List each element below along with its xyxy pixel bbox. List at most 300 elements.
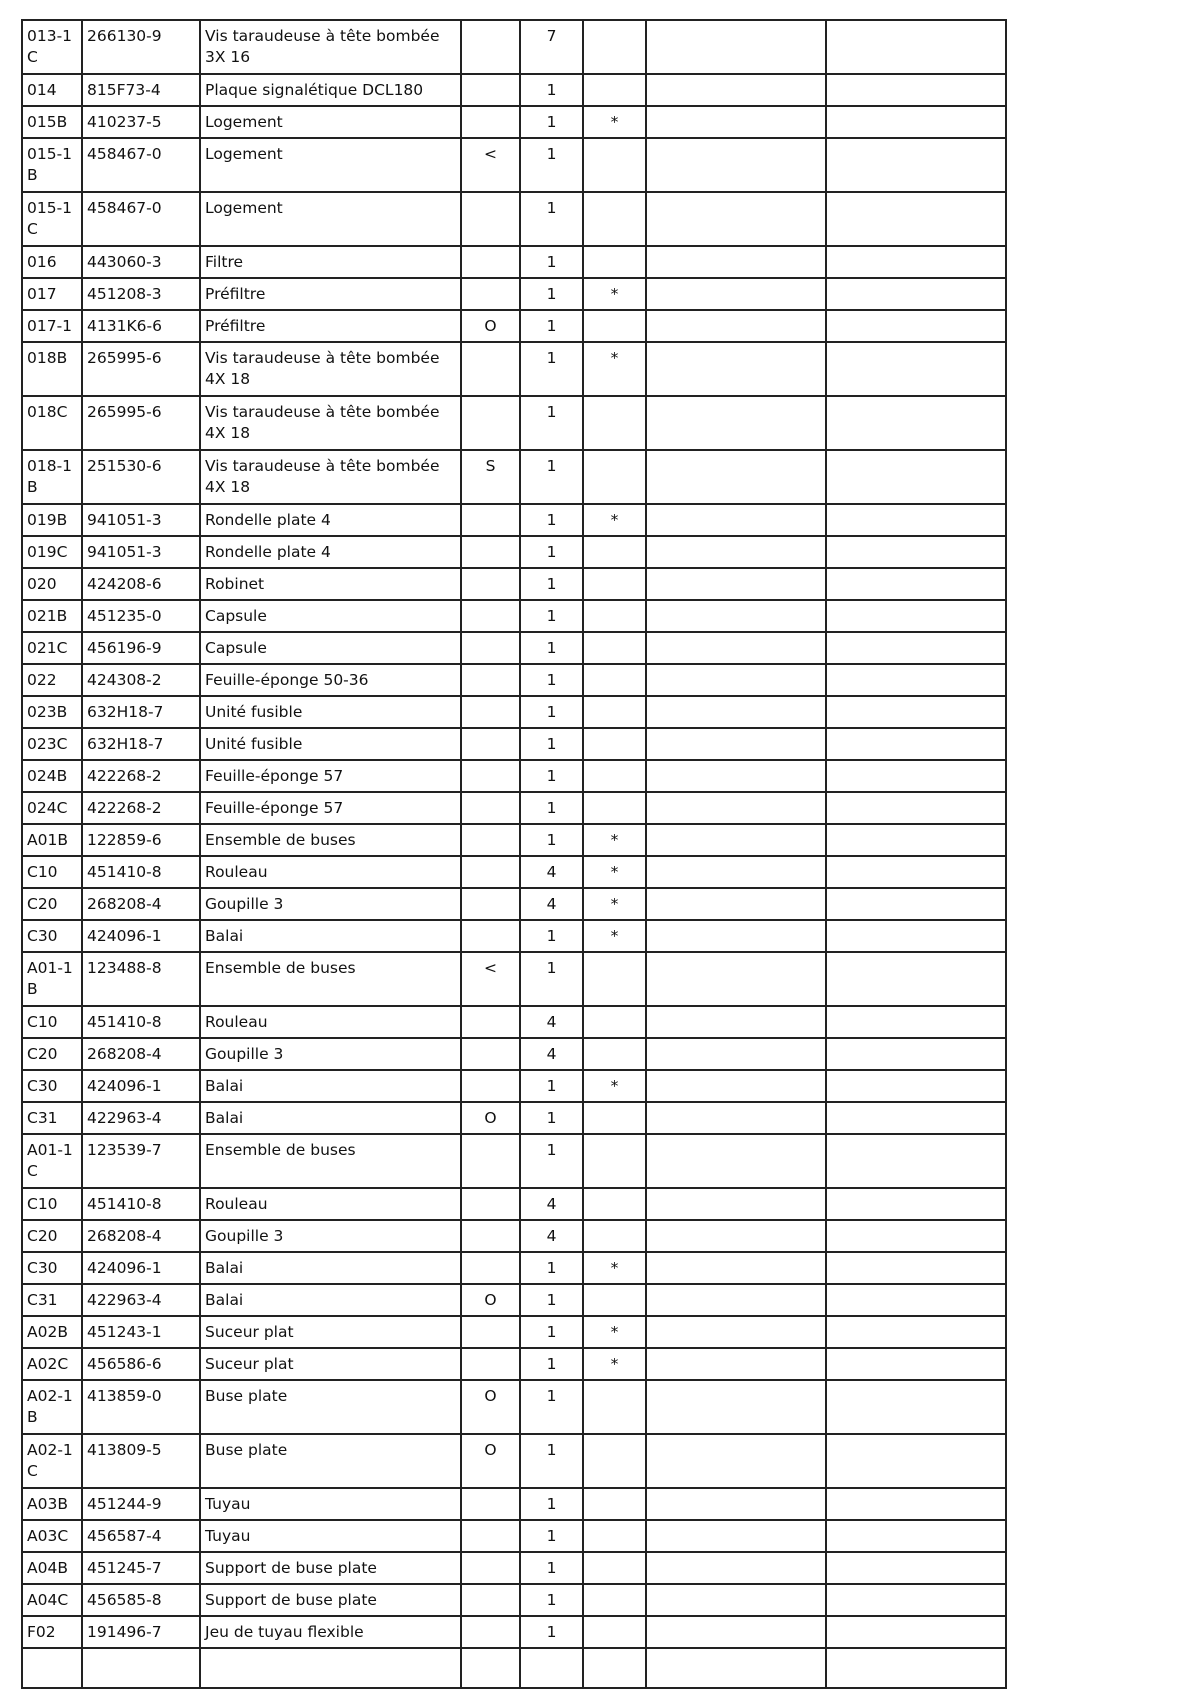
part-code-cell: 123539-7 — [82, 1134, 200, 1188]
marker-cell — [583, 1380, 646, 1434]
part-code-cell: 458467-0 — [82, 138, 200, 192]
table-row — [22, 396, 1006, 450]
table-row — [22, 278, 1006, 310]
quantity-cell: 1 — [520, 504, 583, 536]
description-cell: Suceur plat — [200, 1348, 461, 1380]
blank-column-cell-1 — [646, 1284, 826, 1316]
marker-cell: * — [583, 1070, 646, 1102]
blank-column-cell-1 — [646, 1006, 826, 1038]
blank-column-cell-2 — [826, 1616, 1006, 1648]
table-row — [22, 1648, 1006, 1688]
table-row — [22, 664, 1006, 696]
part-code-cell: 413859-0 — [82, 1380, 200, 1434]
blank-column-cell-2 — [826, 856, 1006, 888]
note-cell: O — [461, 1434, 520, 1488]
item-number-cell: 018B — [22, 342, 82, 396]
table-row — [22, 342, 1006, 396]
quantity-cell: 1 — [520, 1070, 583, 1102]
table-row — [22, 600, 1006, 632]
note-cell — [461, 106, 520, 138]
marker-cell — [583, 1220, 646, 1252]
marker-cell — [583, 1134, 646, 1188]
part-code-cell: 265995-6 — [82, 342, 200, 396]
note-cell — [461, 1316, 520, 1348]
part-code-cell: 456196-9 — [82, 632, 200, 664]
part-code-cell: 458467-0 — [82, 192, 200, 246]
note-cell — [461, 920, 520, 952]
description-cell: Unité fusible — [200, 696, 461, 728]
part-code-cell: 815F73-4 — [82, 74, 200, 106]
part-code-cell: 941051-3 — [82, 536, 200, 568]
blank-column-cell-2 — [826, 728, 1006, 760]
quantity-cell: 4 — [520, 1220, 583, 1252]
quantity-cell: 4 — [520, 1038, 583, 1070]
blank-column-cell-1 — [646, 568, 826, 600]
part-code-cell: 424096-1 — [82, 920, 200, 952]
table-row — [22, 728, 1006, 760]
part-code-cell: 456585-8 — [82, 1584, 200, 1616]
part-code-cell: 443060-3 — [82, 246, 200, 278]
item-number-cell: C20 — [22, 888, 82, 920]
marker-cell — [583, 696, 646, 728]
quantity-cell: 1 — [520, 760, 583, 792]
parts-table — [21, 19, 1007, 1689]
quantity-cell: 1 — [520, 1134, 583, 1188]
blank-column-cell-2 — [826, 1252, 1006, 1284]
table-row — [22, 74, 1006, 106]
description-cell: Balai — [200, 920, 461, 952]
quantity-cell: 1 — [520, 792, 583, 824]
note-cell — [461, 1616, 520, 1648]
blank-column-cell-1 — [646, 504, 826, 536]
quantity-cell: 1 — [520, 1102, 583, 1134]
blank-column-cell-1 — [646, 278, 826, 310]
part-code-cell: 122859-6 — [82, 824, 200, 856]
blank-column-cell-2 — [826, 952, 1006, 1006]
item-number-cell: C20 — [22, 1038, 82, 1070]
description-cell: Balai — [200, 1284, 461, 1316]
marker-cell: * — [583, 106, 646, 138]
quantity-cell: 1 — [520, 536, 583, 568]
parts-table-body — [22, 20, 1006, 1688]
part-code-cell — [82, 1648, 200, 1688]
description-cell: Vis taraudeuse à tête bombée 4X 18 — [200, 342, 461, 396]
part-code-cell: 424208-6 — [82, 568, 200, 600]
table-row — [22, 504, 1006, 536]
quantity-cell: 1 — [520, 568, 583, 600]
part-code-cell: 451244-9 — [82, 1488, 200, 1520]
item-number-cell: 018-1 B — [22, 450, 82, 504]
blank-column-cell-1 — [646, 1070, 826, 1102]
marker-cell — [583, 450, 646, 504]
blank-column-cell-1 — [646, 1520, 826, 1552]
item-number-cell: A02C — [22, 1348, 82, 1380]
note-cell — [461, 696, 520, 728]
note-cell — [461, 568, 520, 600]
quantity-cell — [520, 1648, 583, 1688]
blank-column-cell-2 — [826, 1284, 1006, 1316]
quantity-cell: 1 — [520, 1584, 583, 1616]
marker-cell: * — [583, 342, 646, 396]
description-cell: Vis taraudeuse à tête bombée 4X 18 — [200, 450, 461, 504]
part-code-cell: 632H18-7 — [82, 728, 200, 760]
part-code-cell: 424308-2 — [82, 664, 200, 696]
part-code-cell: 632H18-7 — [82, 696, 200, 728]
blank-column-cell-2 — [826, 138, 1006, 192]
marker-cell — [583, 138, 646, 192]
item-number-cell: 016 — [22, 246, 82, 278]
quantity-cell: 7 — [520, 20, 583, 74]
item-number-cell: A01B — [22, 824, 82, 856]
blank-column-cell-2 — [826, 1584, 1006, 1616]
item-number-cell: C10 — [22, 1006, 82, 1038]
blank-column-cell-2 — [826, 278, 1006, 310]
description-cell: Goupille 3 — [200, 888, 461, 920]
quantity-cell: 1 — [520, 696, 583, 728]
marker-cell — [583, 1038, 646, 1070]
part-code-cell: 4131K6-6 — [82, 310, 200, 342]
blank-column-cell-1 — [646, 1434, 826, 1488]
quantity-cell: 1 — [520, 192, 583, 246]
item-number-cell: 020 — [22, 568, 82, 600]
part-code-cell: 191496-7 — [82, 1616, 200, 1648]
part-code-cell: 451235-0 — [82, 600, 200, 632]
blank-column-cell-1 — [646, 856, 826, 888]
blank-column-cell-1 — [646, 696, 826, 728]
part-code-cell: 941051-3 — [82, 504, 200, 536]
quantity-cell: 4 — [520, 856, 583, 888]
blank-column-cell-1 — [646, 920, 826, 952]
marker-cell — [583, 1584, 646, 1616]
table-row — [22, 1380, 1006, 1434]
note-cell: O — [461, 1102, 520, 1134]
item-number-cell: 022 — [22, 664, 82, 696]
quantity-cell: 1 — [520, 1252, 583, 1284]
blank-column-cell-2 — [826, 600, 1006, 632]
blank-column-cell-1 — [646, 1552, 826, 1584]
quantity-cell: 1 — [520, 138, 583, 192]
blank-column-cell-2 — [826, 1188, 1006, 1220]
item-number-cell: A01-1 C — [22, 1134, 82, 1188]
item-number-cell — [22, 1648, 82, 1688]
blank-column-cell-2 — [826, 632, 1006, 664]
quantity-cell: 1 — [520, 664, 583, 696]
quantity-cell: 1 — [520, 342, 583, 396]
blank-column-cell-2 — [826, 504, 1006, 536]
item-number-cell: A04B — [22, 1552, 82, 1584]
description-cell: Support de buse plate — [200, 1584, 461, 1616]
marker-cell — [583, 310, 646, 342]
blank-column-cell-2 — [826, 20, 1006, 74]
quantity-cell: 1 — [520, 920, 583, 952]
description-cell: Ensemble de buses — [200, 824, 461, 856]
part-code-cell: 456587-4 — [82, 1520, 200, 1552]
part-code-cell: 451410-8 — [82, 856, 200, 888]
table-row — [22, 246, 1006, 278]
table-row — [22, 138, 1006, 192]
blank-column-cell-2 — [826, 1070, 1006, 1102]
description-cell: Vis taraudeuse à tête bombée 4X 18 — [200, 396, 461, 450]
item-number-cell: C30 — [22, 1070, 82, 1102]
item-number-cell: 017-1 — [22, 310, 82, 342]
blank-column-cell-1 — [646, 74, 826, 106]
marker-cell — [583, 1552, 646, 1584]
note-cell — [461, 664, 520, 696]
quantity-cell: 1 — [520, 1552, 583, 1584]
marker-cell — [583, 1648, 646, 1688]
marker-cell — [583, 1488, 646, 1520]
quantity-cell: 1 — [520, 310, 583, 342]
description-cell: Vis taraudeuse à tête bombée 3X 16 — [200, 20, 461, 74]
description-cell: Préfiltre — [200, 278, 461, 310]
part-code-cell: 268208-4 — [82, 1038, 200, 1070]
table-row — [22, 1220, 1006, 1252]
item-number-cell: A04C — [22, 1584, 82, 1616]
blank-column-cell-1 — [646, 450, 826, 504]
note-cell — [461, 1220, 520, 1252]
part-code-cell: 424096-1 — [82, 1252, 200, 1284]
blank-column-cell-1 — [646, 760, 826, 792]
marker-cell — [583, 1188, 646, 1220]
item-number-cell: A03B — [22, 1488, 82, 1520]
blank-column-cell-2 — [826, 450, 1006, 504]
blank-column-cell-1 — [646, 824, 826, 856]
quantity-cell: 1 — [520, 1380, 583, 1434]
blank-column-cell-1 — [646, 1102, 826, 1134]
description-cell: Rouleau — [200, 1006, 461, 1038]
description-cell: Goupille 3 — [200, 1220, 461, 1252]
blank-column-cell-2 — [826, 1102, 1006, 1134]
marker-cell — [583, 952, 646, 1006]
marker-cell — [583, 1006, 646, 1038]
quantity-cell: 4 — [520, 1188, 583, 1220]
description-cell: Jeu de tuyau flexible — [200, 1616, 461, 1648]
table-row — [22, 536, 1006, 568]
item-number-cell: 023C — [22, 728, 82, 760]
part-code-cell: 451245-7 — [82, 1552, 200, 1584]
marker-cell — [583, 568, 646, 600]
quantity-cell: 1 — [520, 1616, 583, 1648]
item-number-cell: A02-1 B — [22, 1380, 82, 1434]
note-cell — [461, 1348, 520, 1380]
description-cell: Ensemble de buses — [200, 952, 461, 1006]
part-code-cell: 251530-6 — [82, 450, 200, 504]
blank-column-cell-2 — [826, 1038, 1006, 1070]
blank-column-cell-2 — [826, 106, 1006, 138]
blank-column-cell-1 — [646, 600, 826, 632]
blank-column-cell-1 — [646, 138, 826, 192]
table-row — [22, 1188, 1006, 1220]
description-cell: Buse plate — [200, 1434, 461, 1488]
quantity-cell: 1 — [520, 1316, 583, 1348]
table-row — [22, 192, 1006, 246]
blank-column-cell-2 — [826, 74, 1006, 106]
note-cell — [461, 1552, 520, 1584]
description-cell: Buse plate — [200, 1380, 461, 1434]
blank-column-cell-2 — [826, 536, 1006, 568]
blank-column-cell-2 — [826, 920, 1006, 952]
item-number-cell: C31 — [22, 1102, 82, 1134]
note-cell — [461, 74, 520, 106]
description-cell: Feuille-éponge 57 — [200, 760, 461, 792]
blank-column-cell-2 — [826, 824, 1006, 856]
part-code-cell: 268208-4 — [82, 888, 200, 920]
blank-column-cell-1 — [646, 792, 826, 824]
item-number-cell: 019B — [22, 504, 82, 536]
marker-cell — [583, 246, 646, 278]
quantity-cell: 1 — [520, 632, 583, 664]
table-row — [22, 1284, 1006, 1316]
description-cell: Support de buse plate — [200, 1552, 461, 1584]
part-code-cell: 123488-8 — [82, 952, 200, 1006]
blank-column-cell-1 — [646, 20, 826, 74]
blank-column-cell-1 — [646, 342, 826, 396]
part-code-cell: 422268-2 — [82, 792, 200, 824]
table-row — [22, 1070, 1006, 1102]
marker-cell — [583, 600, 646, 632]
note-cell — [461, 1252, 520, 1284]
blank-column-cell-1 — [646, 1348, 826, 1380]
quantity-cell: 1 — [520, 1434, 583, 1488]
blank-column-cell-1 — [646, 664, 826, 696]
note-cell: O — [461, 1380, 520, 1434]
note-cell — [461, 600, 520, 632]
item-number-cell: 017 — [22, 278, 82, 310]
marker-cell: * — [583, 278, 646, 310]
marker-cell — [583, 664, 646, 696]
blank-column-cell-1 — [646, 952, 826, 1006]
marker-cell — [583, 396, 646, 450]
table-row — [22, 952, 1006, 1006]
note-cell: O — [461, 1284, 520, 1316]
table-row — [22, 632, 1006, 664]
table-row — [22, 1520, 1006, 1552]
note-cell — [461, 342, 520, 396]
quantity-cell: 1 — [520, 952, 583, 1006]
item-number-cell: 023B — [22, 696, 82, 728]
blank-column-cell-1 — [646, 1252, 826, 1284]
item-number-cell: 024B — [22, 760, 82, 792]
blank-column-cell-1 — [646, 1038, 826, 1070]
marker-cell — [583, 1284, 646, 1316]
table-row — [22, 1584, 1006, 1616]
note-cell — [461, 1648, 520, 1688]
description-cell: Ensemble de buses — [200, 1134, 461, 1188]
description-cell: Robinet — [200, 568, 461, 600]
blank-column-cell-2 — [826, 246, 1006, 278]
marker-cell — [583, 192, 646, 246]
note-cell — [461, 632, 520, 664]
note-cell — [461, 20, 520, 74]
note-cell — [461, 278, 520, 310]
note-cell — [461, 536, 520, 568]
table-row — [22, 696, 1006, 728]
marker-cell — [583, 536, 646, 568]
item-number-cell: C10 — [22, 856, 82, 888]
item-number-cell: 014 — [22, 74, 82, 106]
item-number-cell: 019C — [22, 536, 82, 568]
description-cell: Rondelle plate 4 — [200, 536, 461, 568]
blank-column-cell-2 — [826, 192, 1006, 246]
marker-cell: * — [583, 1316, 646, 1348]
table-row — [22, 792, 1006, 824]
part-code-cell: 266130-9 — [82, 20, 200, 74]
table-row — [22, 310, 1006, 342]
note-cell — [461, 246, 520, 278]
blank-column-cell-1 — [646, 246, 826, 278]
marker-cell: * — [583, 920, 646, 952]
item-number-cell: 015-1 C — [22, 192, 82, 246]
description-cell: Balai — [200, 1102, 461, 1134]
blank-column-cell-1 — [646, 396, 826, 450]
table-row — [22, 920, 1006, 952]
description-cell: Balai — [200, 1252, 461, 1284]
note-cell — [461, 856, 520, 888]
table-row — [22, 856, 1006, 888]
note-cell — [461, 396, 520, 450]
table-row — [22, 568, 1006, 600]
quantity-cell: 1 — [520, 600, 583, 632]
note-cell — [461, 192, 520, 246]
blank-column-cell-2 — [826, 792, 1006, 824]
item-number-cell: 015B — [22, 106, 82, 138]
part-code-cell: 268208-4 — [82, 1220, 200, 1252]
marker-cell: * — [583, 856, 646, 888]
blank-column-cell-2 — [826, 1552, 1006, 1584]
table-row — [22, 1102, 1006, 1134]
description-cell: Capsule — [200, 632, 461, 664]
table-row — [22, 1038, 1006, 1070]
description-cell: Logement — [200, 138, 461, 192]
table-row — [22, 824, 1006, 856]
note-cell — [461, 1488, 520, 1520]
blank-column-cell-1 — [646, 1648, 826, 1688]
marker-cell — [583, 1520, 646, 1552]
item-number-cell: C31 — [22, 1284, 82, 1316]
note-cell — [461, 1038, 520, 1070]
item-number-cell: A03C — [22, 1520, 82, 1552]
quantity-cell: 4 — [520, 1006, 583, 1038]
table-row — [22, 1488, 1006, 1520]
table-row — [22, 106, 1006, 138]
description-cell: Feuille-éponge 57 — [200, 792, 461, 824]
table-row — [22, 1006, 1006, 1038]
description-cell: Préfiltre — [200, 310, 461, 342]
blank-column-cell-1 — [646, 728, 826, 760]
marker-cell — [583, 1616, 646, 1648]
blank-column-cell-1 — [646, 888, 826, 920]
blank-column-cell-2 — [826, 342, 1006, 396]
blank-column-cell-2 — [826, 568, 1006, 600]
part-code-cell: 451208-3 — [82, 278, 200, 310]
quantity-cell: 1 — [520, 278, 583, 310]
item-number-cell: C20 — [22, 1220, 82, 1252]
note-cell — [461, 888, 520, 920]
table-row — [22, 1316, 1006, 1348]
note-cell: O — [461, 310, 520, 342]
quantity-cell: 1 — [520, 74, 583, 106]
blank-column-cell-2 — [826, 1006, 1006, 1038]
note-cell — [461, 728, 520, 760]
marker-cell: * — [583, 504, 646, 536]
blank-column-cell-2 — [826, 1434, 1006, 1488]
description-cell: Filtre — [200, 246, 461, 278]
quantity-cell: 4 — [520, 888, 583, 920]
marker-cell — [583, 632, 646, 664]
table-row — [22, 1552, 1006, 1584]
blank-column-cell-1 — [646, 1316, 826, 1348]
item-number-cell: C10 — [22, 1188, 82, 1220]
